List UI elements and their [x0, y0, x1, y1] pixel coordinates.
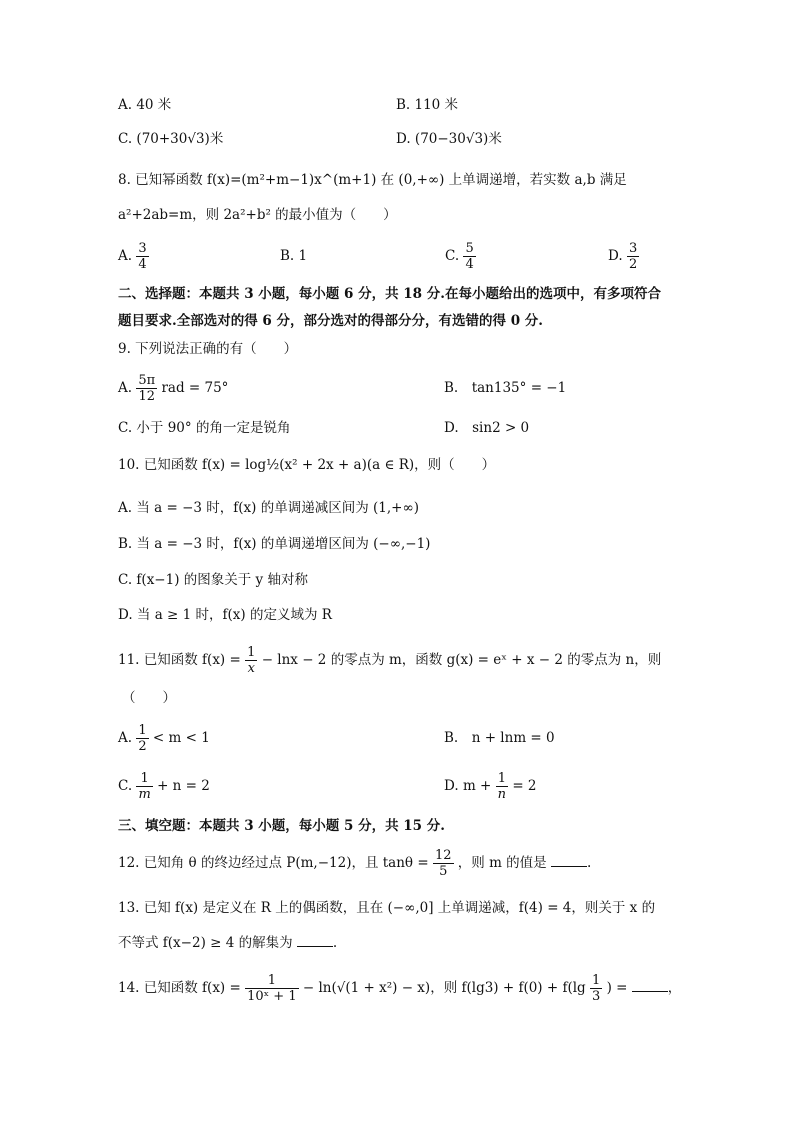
q8-option-a	[118, 238, 149, 274]
q7-option-c: C. (70+30√3)米	[118, 131, 224, 147]
fraction: $\frac{1}{n}$	[497, 771, 507, 802]
answer-blank[interactable]	[632, 977, 668, 992]
q11-option-b: B. n + lnm = 0	[444, 730, 555, 746]
q11-option-c: C. $\frac{1}{m}$ + n = 2	[118, 771, 210, 802]
q11-option-a: A. $\frac{1}{2}$ < m < 1	[118, 723, 210, 754]
q8-stem-line1: 8. 已知幂函数 f(x)=(m²+m−1)x^(m+1) 在 (0,+∞) 上单调递增，若实数 a,b 满足	[118, 172, 627, 188]
q10-option-b: B. 当 a = −3 时，f(x) 的单调递增区间为 (−∞,−1)	[118, 536, 431, 552]
fraction: $\frac{5}{4}$	[465, 241, 474, 272]
q8-option-c-label: C.	[445, 248, 460, 264]
answer-blank[interactable]	[297, 932, 333, 947]
answer-blank[interactable]	[551, 852, 587, 867]
fraction: $\frac{1}{m}$	[138, 771, 151, 802]
q8-option-d-label: D.	[608, 248, 623, 264]
q9-option-c: C. 小于 90° 的角一定是锐角	[118, 420, 291, 436]
fraction: $\frac{1}{x}$	[247, 645, 256, 676]
q11-stem: 11. 已知函数 f(x) = $\frac{1}{x}$ − lnx − 2 的零点为 m，函数 g(x) = eˣ + x − 2 的零点为 n，则	[118, 645, 662, 676]
fraction: $\frac{1}{2}$	[138, 723, 147, 754]
q10-option-c: C. f(x−1) 的图象关于 y 轴对称	[118, 572, 308, 588]
fraction: $\frac{5\pi}{12}$	[138, 373, 156, 404]
q10-stem: 10. 已知函数 f(x) = log½(x² + 2x + a)(a ∈ R)，则（ ）	[118, 457, 496, 473]
q7-option-d: D. (70−30√3)米	[396, 131, 502, 147]
section3-heading: 三、填空题：本题共 3 小题，每小题 5 分，共 15 分.	[118, 818, 445, 834]
q10-option-d: D. 当 a ≥ 1 时，f(x) 的定义域为 R	[118, 607, 332, 623]
q13-stem-line1: 13. 已知 f(x) 是定义在 R 上的偶函数，且在 (−∞,0] 上单调递减，f(4) = 4，则关于 x 的	[118, 900, 656, 916]
q9-option-d: D. sin2 > 0	[444, 420, 530, 436]
section2-heading-line2: 题目要求.全部选对的得 6 分，部分选对的得部分分，有选错的得 0 分.	[118, 313, 543, 329]
q13-stem-line2: 不等式 f(x−2) ≥ 4 的解集为 .	[118, 932, 337, 953]
fraction: $\frac{1}{\text{10ˣ + 1}}$	[247, 973, 297, 1004]
q9-option-a: A. $\frac{5\pi}{12}$ rad = 75°	[118, 373, 229, 404]
q9-stem: 9. 下列说法正确的有（ ）	[118, 341, 298, 357]
section2-heading-line1: 二、选择题：本题共 3 小题，每小题 6 分，共 18 分.在每小题给出的选项中，有多项符合	[118, 286, 661, 302]
q8-option-c	[445, 238, 476, 274]
q8-stem-line2: a²+2ab=m，则 2a²+b² 的最小值为（ ）	[118, 207, 397, 223]
q12-stem: 12. 已知角 θ 的终边经过点 P(m,−12)，且 tanθ = $\frac{12}{5}$ ，则 m 的值是 .	[118, 848, 592, 879]
q14-stem: 14. 已知函数 f(x) = $\frac{1}{\text{10ˣ + 1}}$ − ln(√(1 + x²) − x)，则 f(lg3) + f(0) + f(lg $\frac{1}{3}$ ) = ，	[118, 973, 682, 1004]
q11-option-d: D. m + $\frac{1}{n}$ = 2	[444, 771, 537, 802]
fraction: $\frac{12}{5}$	[434, 848, 452, 879]
fraction: $\frac{3}{2}$	[628, 241, 638, 272]
q8-option-d	[608, 238, 639, 274]
q8-option-b: B. 1	[280, 248, 308, 264]
fraction: $\frac{3}{4}$	[138, 241, 147, 272]
q11-paren: （ ）	[122, 690, 176, 706]
q10-option-a: A. 当 a = −3 时，f(x) 的单调递减区间为 (1,+∞)	[118, 500, 419, 516]
fraction: $\frac{1}{3}$	[592, 973, 601, 1004]
q7-option-a: A. 40 米	[118, 97, 172, 113]
q9-option-b: B. tan135° = −1	[444, 380, 567, 396]
q8-option-a-label: A.	[118, 248, 133, 264]
q7-option-b: B. 110 米	[396, 97, 459, 113]
